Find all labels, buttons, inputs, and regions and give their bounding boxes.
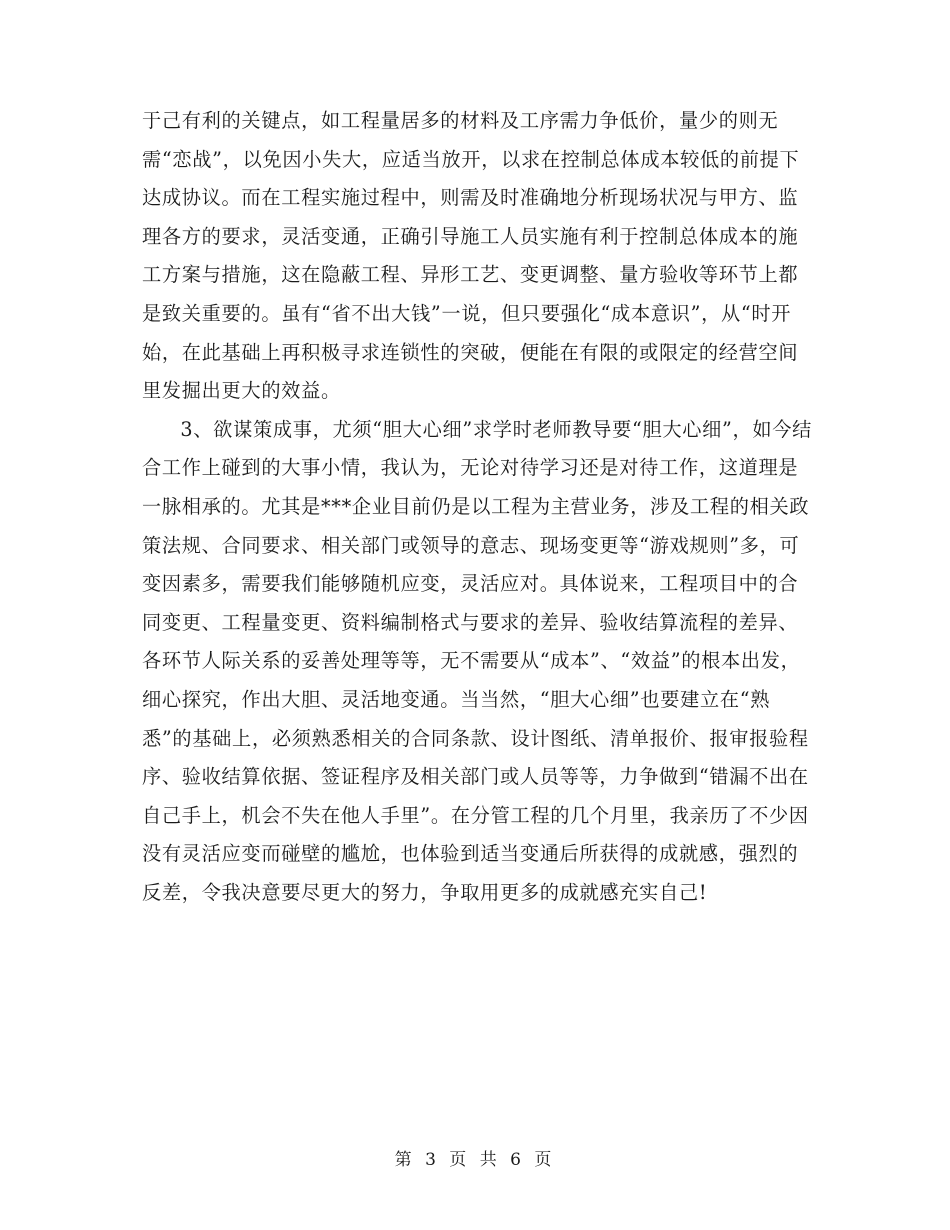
- document-body: [142, 102, 814, 912]
- page-number-footer: 第 3 页 共 6 页: [394, 1150, 556, 1170]
- paragraph-continued: 于己有利的关键点，如工程量居多的材料及工序需力争低价，量少的则无需“恋战”，以免因小失大，应适当放开，以求在控制总体成本较低的前提下达成协议。而在工程实施过程中，则需及时准确地分析现场状况与甲方、监理各方的要求，灵活变通，正确引导施工人员实施有利于控制总体成本的施工方案与措施，这在隐蔽工程、异形工艺、变更调整、量方验收等环节上都是致关重要的。虽有“省不出大钱”一说，但只要强化“成本意识”，从“时开始，在此基础上再积极寻求连锁性的突破，便能在有限的或限定的经营空间里发掘出更大的效益。: [142, 109, 800, 403]
- paragraph-section-3: 3、欲谋策成事，尤须“胆大心细”求学时老师教导要“胆大心细”，如今结合工作上碰到的大事小情，我认为，无论对待学习还是对待工作，这道理是一脉相承的。尤其是***企业目前仍是以工程为主营业务，涉及工程的相关政策法规、合同要求、相关部门或领导的意志、现场变更等“游戏规则”多，可变因素多，需要我们能够随机应变，灵活应对。具体说来，工程项目中的合同变更、工程量变更、资料编制格式与要求的差异、验收结算流程的差异、各环节人际关系的妥善处理等等，无不需要从“成本”、“效益”的根本出发，细心探究，作出大胆、灵活地变通。当当然，“胆大心细”也要建立在“熟悉”的基础上，必须熟悉相关的合同条款、设计图纸、清单报价、报审报验程序、验收结算依据、签证程序及相关部门或人员等等，力争做到“错漏不出在自己手上，机会不失在他人手里”。在分管工程的几个月里，我亲历了不少因没有灵活应变而碰壁的尴尬，也体验到适当变通后所获得的成就感，强烈的反差，令我决意要尽更大的努力，争取用更多的成就感充实自己!: [142, 417, 813, 904]
